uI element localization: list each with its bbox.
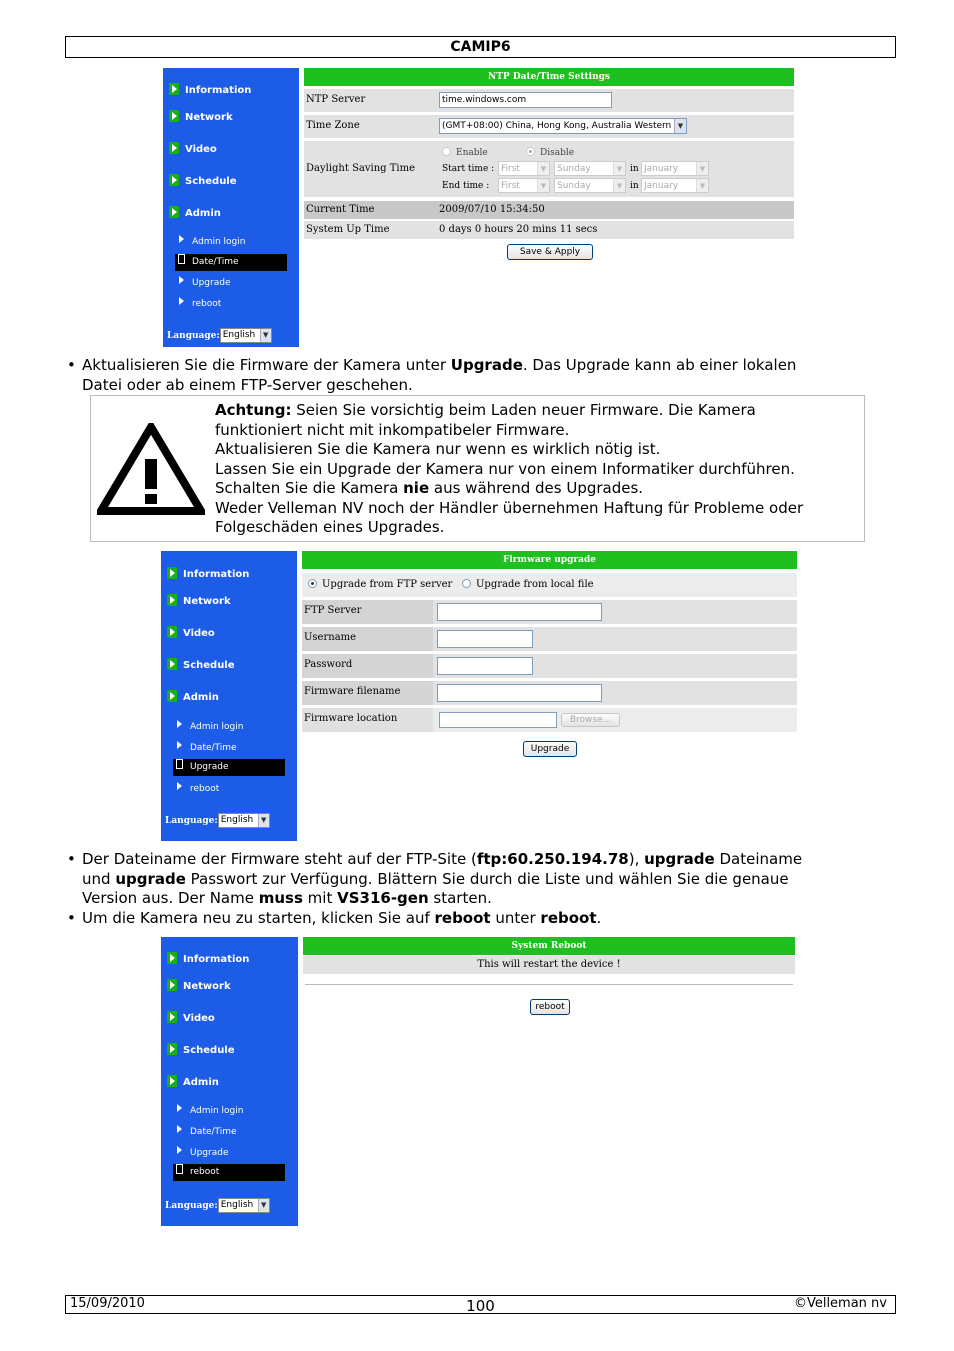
ftp-server-row: FTP Server [302,600,797,624]
sidebar-subitem-admin-login[interactable]: Admin login [173,1103,285,1120]
save-apply-button[interactable]: Save & Apply [507,244,593,260]
arrow-icon [169,110,179,122]
triangle-icon [177,782,182,790]
radio-icon [462,579,471,588]
sidebar-item-network[interactable]: Network [167,594,231,608]
arrow-icon [169,142,179,154]
bullet-reboot-info: • Um die Kamera neu zu starten, klicken Sie auf reboot unter reboot. [67,909,602,927]
dst-row: Daylight Saving Time Enable Disable Start time : First ▼ Sunday ▼ in January ▼ End time : First ▼ Sunday ▼ in January ▼ [304,141,794,197]
chevron-down-icon: ▼ [260,329,271,342]
end-month-select[interactable]: January ▼ [641,178,709,193]
option-local[interactable]: Upgrade from local file [462,579,594,590]
upgrade-source-row [302,573,797,597]
ftp-server-input[interactable] [437,603,602,621]
sidebar-subitem-reboot[interactable]: reboot [173,1164,285,1181]
ntp-panel [304,68,794,268]
password-row: Password [302,654,797,678]
sidebar-subitem-datetime[interactable]: Date/Time [175,254,287,271]
sidebar-subitem-upgrade[interactable]: Upgrade [175,275,287,292]
sidebar-subitem-admin-login[interactable]: Admin login [173,719,285,736]
location-input[interactable] [439,712,557,728]
page-number: 100 [466,1297,495,1315]
reboot-message-row [303,956,795,974]
arrow-icon [169,174,179,186]
upgrade-button[interactable]: Upgrade [523,741,577,757]
sidebar-item-admin[interactable]: Admin [169,206,221,220]
arrow-icon [167,979,177,991]
page-header [65,36,896,58]
language-select[interactable]: English ▼ [218,1198,270,1213]
sidebar-item-information[interactable]: Information [167,952,249,966]
triangle-icon [179,276,184,284]
location-row: Firmware location Browse... [302,708,797,732]
start-month-select[interactable]: January ▼ [641,161,709,176]
chevron-down-icon: ▼ [674,119,686,133]
option-ftp[interactable]: Upgrade from FTP server [308,579,452,590]
chevron-down-icon: ▼ [613,179,625,193]
end-time-label: End time : [442,181,490,191]
sidebar-item-admin[interactable]: Admin [167,1075,219,1089]
end-week-select[interactable]: First ▼ [498,178,550,193]
panel-title: System Reboot [303,937,795,955]
timezone-row: Time Zone (GMT+08:00) China, Hong Kong, Australia Western ▼ [304,115,794,138]
triangle-icon [177,1125,182,1133]
bullet-upgrade-intro: • Aktualisieren Sie die Firmware der Kamera unter Upgrade. Das Upgrade kann ab einer lokalen Datei oder ab einem FTP-Server geschehen. [67,356,797,394]
username-row: Username [302,627,797,651]
warning-box [90,395,865,542]
in-label: in [630,181,639,191]
sidebar-item-information[interactable]: Information [169,83,251,97]
header-title: CAMIP6 [450,39,511,55]
sidebar-item-schedule[interactable]: Schedule [167,658,235,672]
sidebar-item-network[interactable]: Network [167,979,231,993]
sidebar-item-video[interactable]: Video [167,626,215,640]
triangle-icon [179,297,184,305]
bullet-icon: • [67,356,76,374]
divider [305,984,793,985]
current-time-row: Current Time 2009/07/10 15:34:50 [304,201,794,219]
triangle-icon [177,720,182,728]
bullet-icon: • [67,850,76,868]
bullet-ftp-info: • Der Dateiname der Firmware steht auf der FTP-Site (ftp:60.250.194.78), upgrade Dateiname und upgrade Passwort zur Verfügung. Blättern Sie durch die Liste und wählen Sie die genaue Version aus. Der Name muss mit VS316-gen starten. [67,850,803,907]
sidebar-item-schedule[interactable]: Schedule [167,1043,235,1057]
triangle-icon [177,741,182,749]
firmware-panel [302,551,797,761]
arrow-icon [167,658,177,670]
chevron-down-icon: ▼ [537,179,549,193]
browse-button[interactable]: Browse... [561,713,620,727]
page-footer [65,1295,896,1314]
arrow-icon [167,567,177,579]
reboot-message: This will restart the device ! [477,959,621,970]
in-label: in [630,164,639,174]
sidebar-item-information[interactable]: Information [167,567,249,581]
arrow-icon [167,952,177,964]
filename-input[interactable] [437,684,602,702]
arrow-icon [167,626,177,638]
ntp-server-input[interactable]: time.windows.com [439,92,612,108]
start-time-label: Start time : [442,164,495,174]
warning-text: Achtung: Seien Sie vorsichtig beim Laden neuer Firmware. Die Kamera funktioniert nicht mit inkompatibeler Firmware. Aktualisieren Sie die Kamera nur wenn es wirklich nötig ist. Lassen Sie ein Upgrade der Kamera nur von einem Informatiker durchführen. Schalten Sie die Kamera nie aus während des Upgrades. Weder Velleman NV noch der Händler übernehmen Haftung für Probleme oder Folgeschäden eines Upgrades. [215,401,804,536]
sidebar-item-network[interactable]: Network [169,110,233,124]
sidebar-subitem-reboot[interactable]: reboot [175,296,287,313]
triangle-icon [179,255,184,263]
triangle-icon [179,235,184,243]
sidebar-item-admin[interactable]: Admin [167,690,219,704]
arrow-icon [167,594,177,606]
footer-copyright: ©Velleman nv [793,1296,887,1311]
password-input[interactable] [437,657,533,675]
triangle-icon [177,1165,182,1173]
uptime-row: System Up Time 0 days 0 hours 20 mins 11 secs [304,221,794,239]
triangle-icon [177,1104,182,1112]
sidebar-subitem-upgrade[interactable]: Upgrade [173,1145,285,1162]
arrow-icon [167,690,177,702]
reboot-panel [303,937,795,1022]
chevron-down-icon: ▼ [613,162,625,176]
sidebar-subitem-admin-login[interactable]: Admin login [175,234,287,251]
triangle-icon [177,1146,182,1154]
arrow-icon [167,1043,177,1055]
language-selector: Language: English ▼ [165,813,270,828]
filename-row: Firmware filename [302,681,797,705]
sidebar-datetime [163,68,299,347]
sidebar-upgrade [161,551,297,841]
language-select[interactable]: English ▼ [218,813,270,828]
sidebar-subitem-datetime[interactable]: Date/Time [173,740,285,757]
sidebar-subitem-datetime[interactable]: Date/Time [173,1124,285,1141]
dst-enable-option[interactable]: Enable [442,147,488,158]
arrow-icon [167,1075,177,1087]
reboot-button[interactable]: reboot [530,999,570,1015]
language-select[interactable]: English ▼ [220,328,272,343]
radio-icon [526,147,535,156]
sidebar-item-video[interactable]: Video [167,1011,215,1025]
sidebar-item-video[interactable]: Video [169,142,217,156]
language-selector: Language: English ▼ [165,1198,270,1213]
radio-icon [442,147,451,156]
chevron-down-icon: ▼ [258,1199,269,1212]
bullet-icon: • [67,909,76,927]
sidebar-subitem-reboot[interactable]: reboot [173,781,285,798]
sidebar-reboot [161,937,298,1226]
arrow-icon [167,1011,177,1023]
sidebar-subitem-upgrade[interactable]: Upgrade [173,759,285,776]
radio-icon [308,579,317,588]
footer-date: 15/09/2010 [70,1296,145,1311]
start-day-select[interactable]: Sunday ▼ [554,161,626,176]
chevron-down-icon: ▼ [537,162,549,176]
arrow-icon [169,83,179,95]
username-input[interactable] [437,630,533,648]
sidebar-item-schedule[interactable]: Schedule [169,174,237,188]
current-time-value: 2009/07/10 15:34:50 [439,204,545,215]
warning-icon [97,423,205,515]
uptime-value: 0 days 0 hours 20 mins 11 secs [439,224,598,235]
arrow-icon [169,206,179,218]
start-week-select[interactable]: First ▼ [498,161,550,176]
chevron-down-icon: ▼ [258,814,269,827]
triangle-icon [177,760,182,768]
chevron-down-icon: ▼ [696,162,708,176]
dst-disable-option[interactable]: Disable [526,147,574,158]
end-day-select[interactable]: Sunday ▼ [554,178,626,193]
timezone-select[interactable]: (GMT+08:00) China, Hong Kong, Australia Western ▼ [439,118,687,134]
panel-title: Firmware upgrade [302,551,797,569]
ntp-server-row: NTP Server time.windows.com [304,89,794,112]
chevron-down-icon: ▼ [696,179,708,193]
language-selector: Language: English ▼ [167,328,272,343]
panel-title: NTP Date/Time Settings [304,68,794,86]
